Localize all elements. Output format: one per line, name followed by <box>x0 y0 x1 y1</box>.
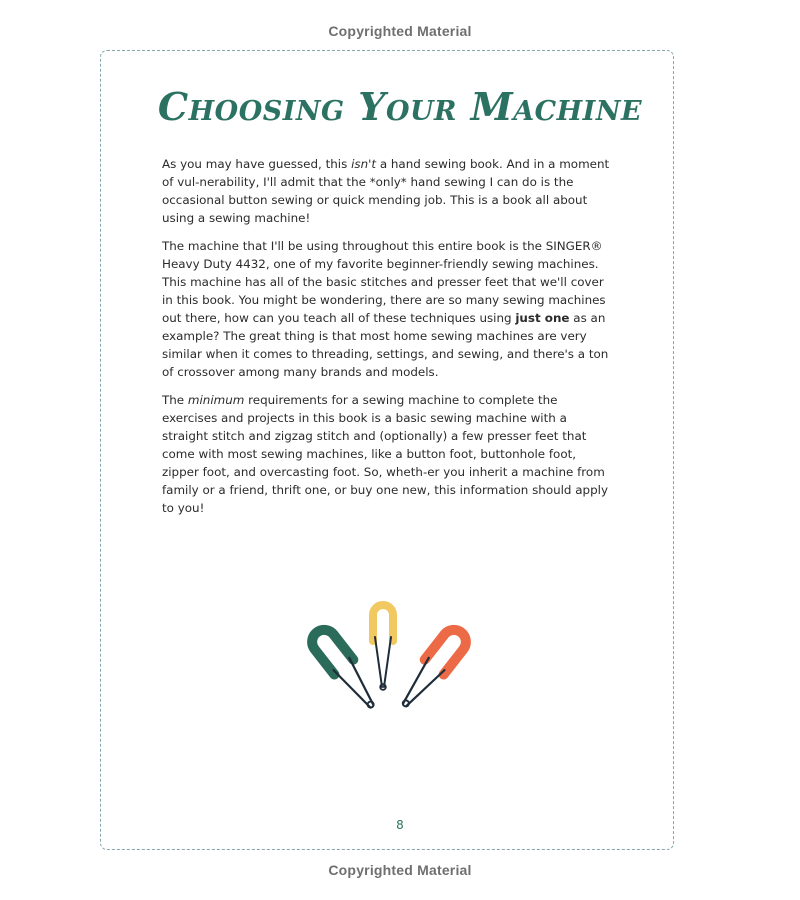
paragraph-3 <box>162 391 614 517</box>
p2-text-c: as an example? The great thing is that most home sewing machines are very similar when it comes to threading, settings, and sewing, and there's a ton of crossover among many brands and models. <box>162 311 609 379</box>
green-pin-coil <box>366 700 374 708</box>
yellow-pin-head <box>373 605 393 641</box>
p1-text-a: As you may have guessed, this <box>162 157 352 171</box>
p2-bold: just one <box>515 311 570 325</box>
p3-text-a: The <box>162 393 188 407</box>
green-pin-head <box>307 625 353 674</box>
body-text <box>162 155 614 527</box>
orange-pin-coil <box>402 699 410 707</box>
p2-text-a: The machine that I'll be using throughout this entire book is the SINGER® Heavy Duty 4432, one of my favorite beginner-friendly sewing machines. This machine has all of the basic stitches and presser feet that we'll cover in this book. You might be wondering, there are so many sewing machines out there, how can you teach all of these techniques using <box>162 239 606 325</box>
copyright-footer: Copyrighted Material <box>328 862 472 878</box>
orange-safety-pin-icon <box>395 625 471 713</box>
p1-text-c: a hand sewing book. And in a moment of vul-nerability, I'll admit that the *only* hand sewing I can do is the occasional button sewing or quick mending job. This is a book all about using a sewing machine! <box>162 157 610 225</box>
copyright-header: Copyrighted Material <box>328 23 472 39</box>
paragraph-2 <box>162 237 614 381</box>
p3-text-c: requirements for a sewing machine to complete the exercises and projects in this book is a basic sewing machine with a straight stitch and zigzag stitch and (optionally) a few presser feet that come with most sewing machines, like a button foot, buttonhole foot, zipper foot, and overcasting foot. So, wheth-er you inherit a machine from family or a friend, thrift one, or buy one new, this information should apply to you! <box>162 393 608 515</box>
page-number: 8 <box>396 818 404 832</box>
p1-emphasis: isn't <box>351 157 377 171</box>
paragraph-1 <box>162 155 614 227</box>
p3-emphasis: minimum <box>187 393 245 407</box>
safety-pins-icon <box>290 595 490 720</box>
yellow-safety-pin-icon <box>373 605 393 690</box>
yellow-pin-wire-1 <box>375 637 382 687</box>
page-title: Choosing Your Machine <box>157 84 643 129</box>
orange-pin-head <box>425 625 471 674</box>
yellow-pin-wire-2 <box>384 637 391 687</box>
